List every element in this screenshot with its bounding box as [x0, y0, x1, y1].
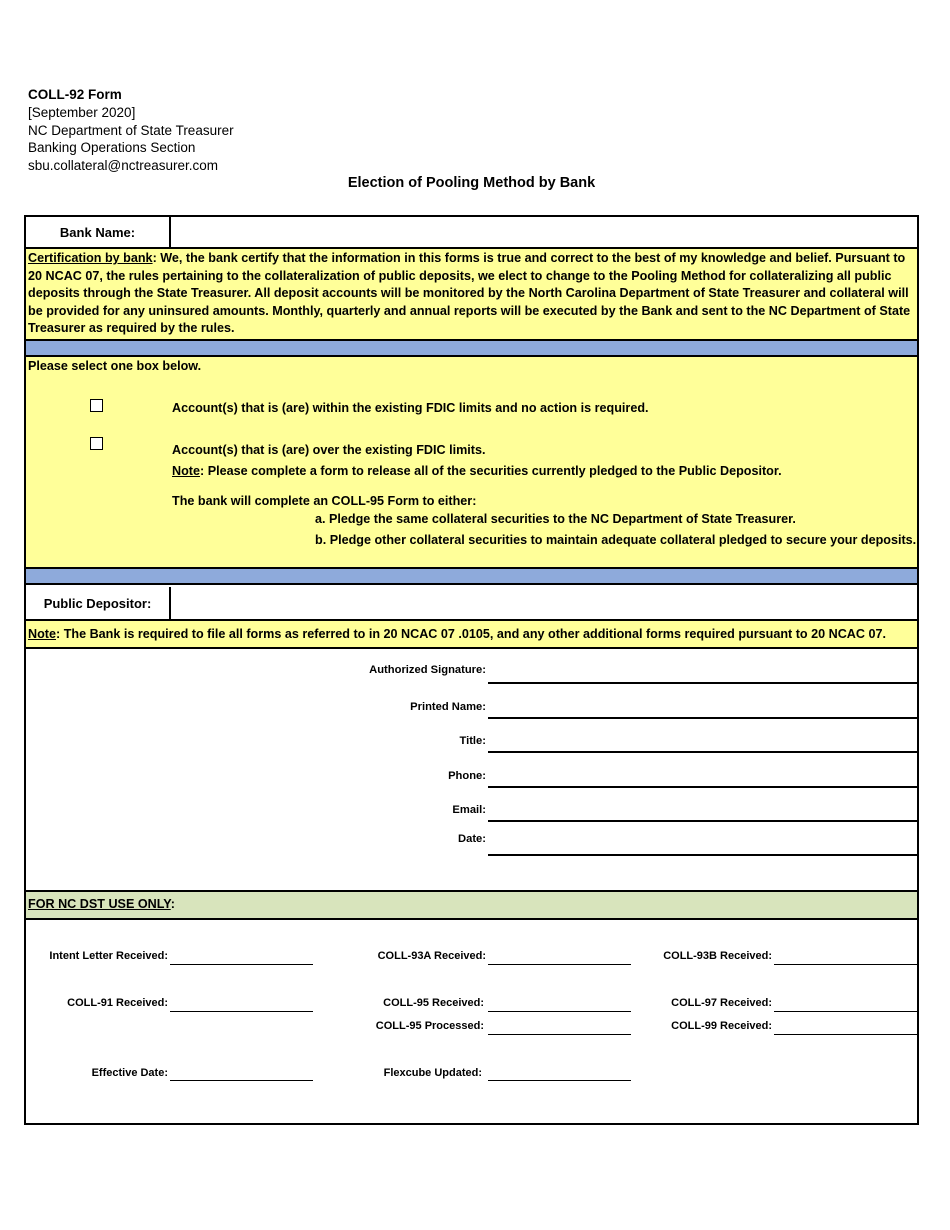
email-label: Email:: [452, 804, 486, 816]
coll95-intro: The bank will complete an COLL-95 Form to either:: [172, 494, 477, 508]
bank-name-label: Bank Name:: [26, 217, 171, 247]
phone-label: Phone:: [448, 770, 486, 782]
coll93a-line[interactable]: [488, 964, 631, 965]
form-id: COLL-92 Form: [28, 87, 122, 102]
bank-name-field[interactable]: [172, 217, 915, 247]
email-line[interactable]: [488, 820, 917, 822]
form-container: [24, 215, 919, 1125]
flexcube-line[interactable]: [488, 1080, 631, 1081]
title-line[interactable]: [488, 751, 917, 753]
filing-note-label: Note: [28, 627, 56, 641]
coll99-line[interactable]: [774, 1034, 917, 1035]
dst-use-only-header: [26, 890, 917, 920]
coll97-line[interactable]: [774, 1011, 917, 1012]
coll93b-label: COLL-93B Received:: [663, 950, 772, 962]
phone-line[interactable]: [488, 786, 917, 788]
option-within-fdic: Account(s) that is (are) within the existing FDIC limits and no action is required.: [172, 401, 649, 415]
date-line[interactable]: [488, 854, 917, 856]
public-depositor-field[interactable]: [172, 587, 915, 619]
printed-name-line[interactable]: [488, 717, 917, 719]
intent-letter-label: Intent Letter Received:: [49, 950, 168, 962]
coll95-received-line[interactable]: [488, 1011, 631, 1012]
effective-date-label: Effective Date:: [91, 1067, 168, 1079]
section-divider: [26, 341, 917, 357]
form-date: [September 2020]: [28, 104, 136, 120]
section-name: Banking Operations Section: [28, 140, 196, 156]
public-depositor-label: Public Depositor:: [26, 587, 171, 619]
filing-note: [26, 621, 917, 649]
certification-text: : We, the bank certify that the information in this forms is true and correct to the best of my knowledge and belief. Pursuant to 20 NCAC 07, the rules pertaining to the collateralization of public deposits, we elect to change to the Pooling Method for collateralizing all public deposits through the State Treasurer. All deposit accounts will be monitored by the North Carolina Department of State Treasurer and collateral will be provided for any uninsured amounts. Monthly, quarterly and annual reports will be executed by the Bank and sent to the NC Department of State Treasurer as required by the rules.: [28, 251, 911, 336]
authorized-signature-line[interactable]: [488, 682, 917, 684]
option-over-fdic: Account(s) that is (are) over the existing FDIC limits.: [172, 443, 486, 457]
option-b-text: b. Pledge other collateral securities to maintain adequate collateral pledged to secure your deposits.: [315, 533, 917, 547]
form-header: [28, 86, 234, 175]
title-label: Title:: [459, 735, 486, 747]
authorized-signature-label: Authorized Signature:: [369, 664, 486, 676]
coll91-line[interactable]: [170, 1011, 313, 1012]
selection-section: [26, 357, 917, 569]
public-depositor-row: [26, 587, 917, 621]
coll95-received-label: COLL-95 Received:: [383, 997, 484, 1009]
intent-letter-line[interactable]: [170, 964, 313, 965]
dst-use-only-colon: :: [170, 897, 175, 911]
fdic-over-checkbox[interactable]: [90, 437, 103, 450]
coll97-label: COLL-97 Received:: [671, 997, 772, 1009]
filing-note-text: : The Bank is required to file all forms as referred to in 20 NCAC 07 .0105, and any other additional forms required pursuant to 20 NCAC 07.: [56, 627, 886, 641]
bank-name-row: [26, 217, 917, 249]
selection-instruction: Please select one box below.: [28, 359, 202, 373]
coll93b-line[interactable]: [774, 964, 917, 965]
dst-use-only-label: FOR NC DST USE ONLY: [28, 897, 171, 911]
release-note-text: : Please complete a form to release all of the securities currently pledged to the Public Depositor.: [200, 464, 782, 478]
page-title: Election of Pooling Method by Bank: [347, 175, 596, 191]
coll95-processed-label: COLL-95 Processed:: [375, 1020, 484, 1032]
coll91-label: COLL-91 Received:: [67, 997, 168, 1009]
release-note-label: Note: [172, 464, 200, 478]
coll93a-label: COLL-93A Received:: [377, 950, 486, 962]
fdic-within-checkbox[interactable]: [90, 399, 103, 412]
printed-name-label: Printed Name:: [410, 701, 486, 713]
date-label: Date:: [458, 833, 486, 845]
department-name: NC Department of State Treasurer: [28, 122, 234, 138]
contact-email: sbu.collateral@nctreasurer.com: [28, 158, 219, 174]
certification-section: [26, 249, 917, 341]
certification-label: Certification by bank: [28, 251, 153, 265]
option-a-text: a. Pledge the same collateral securities to the NC Department of State Treasurer.: [315, 512, 796, 526]
coll99-label: COLL-99 Received:: [671, 1020, 772, 1032]
release-note: [172, 464, 782, 478]
flexcube-label: Flexcube Updated:: [383, 1067, 482, 1079]
effective-date-line[interactable]: [170, 1080, 313, 1081]
coll95-processed-line[interactable]: [488, 1034, 631, 1035]
section-divider: [26, 569, 917, 585]
